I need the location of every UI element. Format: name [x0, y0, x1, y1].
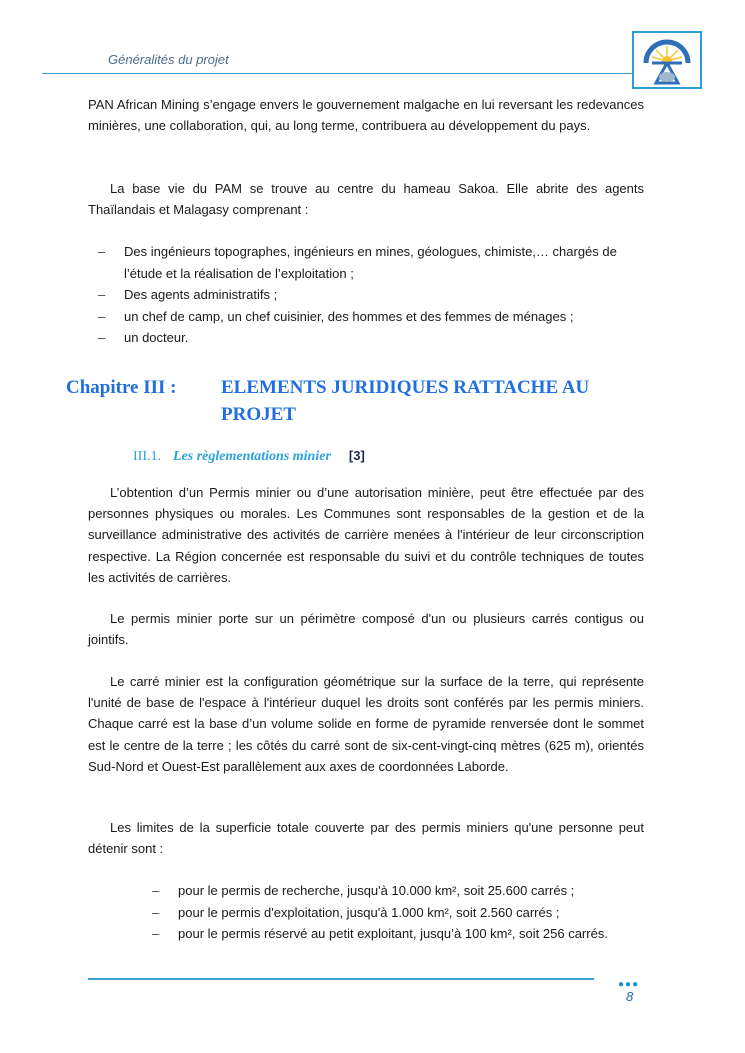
dash: – [98, 287, 106, 302]
list-item [88, 306, 644, 328]
list-item [142, 923, 652, 945]
citation-ref: [3] [348, 448, 365, 463]
list-item-text: Des ingénieurs topographes, ingénieurs en mines, géologues, chimiste,… chargés de l’étude et la réalisation de l’exploitation ; [124, 244, 617, 281]
running-header-title: Généralités du projet [108, 52, 229, 67]
list-item-text: Des agents administratifs ; [124, 287, 278, 302]
dash: – [98, 330, 106, 345]
list-item [88, 284, 644, 306]
chapter-title: ELEMENTS JURIDIQUES RATTACHE AU PROJET [221, 377, 590, 425]
list-item [88, 241, 644, 284]
list-item-text: un docteur. [124, 330, 189, 345]
list-item-text: pour le permis d'exploitation, jusqu'à 1.000 km², soit 2.560 carrés ; [178, 904, 560, 920]
paragraph-permis-obtention: L’obtention d’un Permis minier ou d’une autorisation minière, peut être effectuée par des personnes physiques ou morales. Les Communes sont responsables de la gestion et de la surveillance administrative des activités de carrière menées à l'intérieur de leur circonscription respective. La Région concernée est responsable du suivi et du contrôle techniques de toutes les activités de carrières. [88, 485, 644, 585]
list-item [142, 902, 652, 924]
university-logo [632, 31, 702, 89]
footer-dots-icon: ●●● [618, 979, 640, 990]
footer-divider [88, 978, 594, 980]
dash: – [98, 244, 106, 259]
list-item-text: pour le permis de recherche, jusqu'à 10.000 km², soit 25.600 carrés ; [178, 883, 575, 898]
section-title: Les règlementations minier [173, 449, 331, 464]
paragraph-perimetre: Le permis minier porte sur un périmètre composé d'un ou plusieurs carrés contigus ou jointifs. [88, 611, 644, 648]
list-item-text: pour le permis réservé au petit exploitant, jusqu’à 100 km², soit 256 carrés. [178, 926, 608, 941]
staff-list [88, 241, 644, 349]
chapter-label: Chapitre III : [66, 377, 177, 398]
section-number: III.1. [133, 449, 161, 464]
dash: – [98, 308, 106, 324]
list-item-text: un chef de camp, un chef cuisinier, des hommes et des femmes de ménages ; [124, 308, 574, 324]
list-item [142, 880, 652, 902]
limits-list [142, 880, 652, 945]
dash: – [152, 926, 160, 941]
list-item [88, 327, 644, 349]
dash: – [152, 904, 160, 920]
page-number: 8 [626, 989, 634, 1004]
section-heading [133, 448, 365, 465]
paragraph-carre-minier: Le carré minier est la configuration géométrique sur la surface de la terre, qui représente l'unité de base de l'espace à l'intérieur duquel les droits sont conférés par les permis miniers. Chaque carré est la base d’un volume solide en forme de pyramide renversée dont le sommet est le centre de la terre ; les côtés du carré sont de six-cent-vingt-cinq mètres (625 m), orientés Sud-Nord et Ouest-Est parallèlement aux axes de coordonnées Laborde. [88, 674, 644, 774]
dash: – [152, 883, 160, 898]
header-divider [42, 73, 638, 74]
paragraph-pam-commitment: PAN African Mining s’engage envers le gouvernement malgache en lui reversant les redevances minières, une collaboration, qui, au long terme, contribuera au développement du pays. [88, 97, 644, 134]
paragraph-limites: Les limites de la superficie totale couverte par des permis miniers qu'une personne peut détenir sont : [88, 820, 644, 857]
paragraph-base-vie: La base vie du PAM se trouve au centre du hameau Sakoa. Elle abrite des agents Thaïlandais et Malagasy comprenant : [88, 181, 644, 218]
